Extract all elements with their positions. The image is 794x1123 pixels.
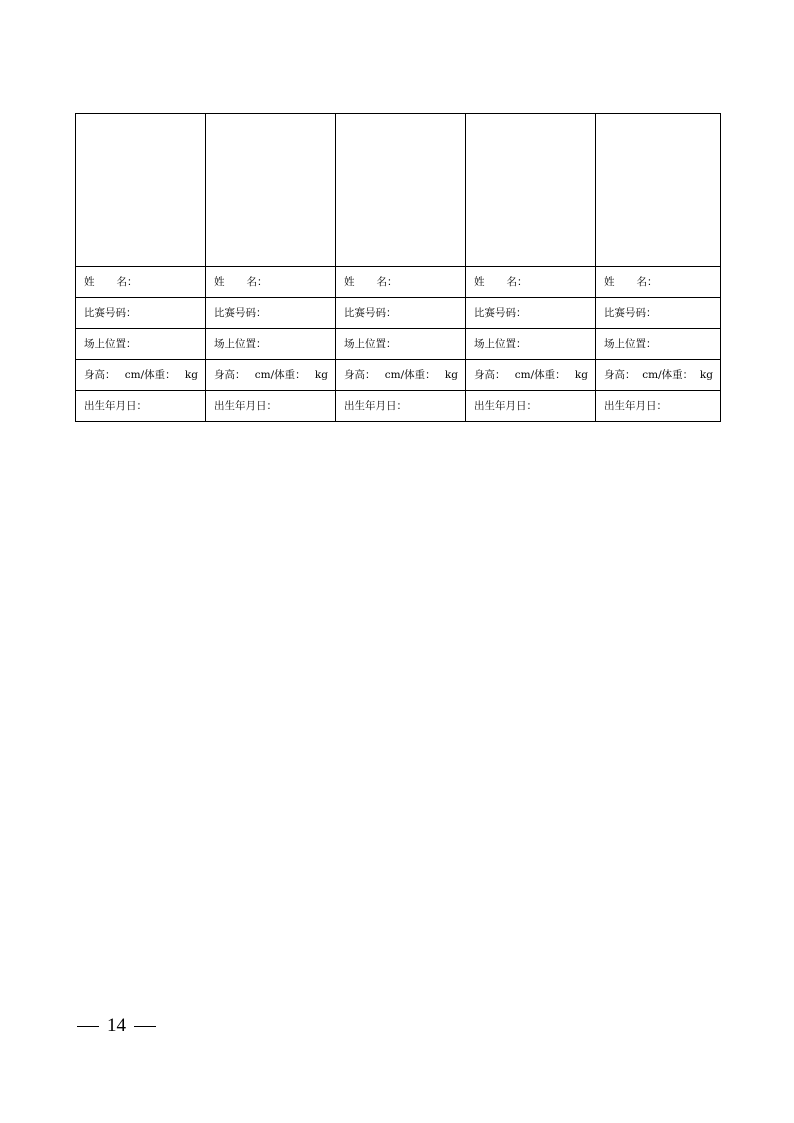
page-number: 14 <box>107 1015 126 1036</box>
weight-unit: kg <box>699 368 713 381</box>
height-weight-cell <box>336 360 466 391</box>
position-label: 场上位置： <box>474 337 527 350</box>
name-cell <box>336 267 466 298</box>
birthdate-cell <box>336 391 466 422</box>
photo-box <box>76 114 206 267</box>
height-unit: cm/体重： <box>124 368 176 381</box>
birthdate-cell <box>596 391 721 422</box>
number-cell <box>76 298 206 329</box>
name-label-first: 姓 <box>344 275 355 288</box>
name-label-second: 名： <box>246 275 268 288</box>
number-label: 比赛号码： <box>604 306 657 319</box>
position-label: 场上位置： <box>344 337 397 350</box>
page-footer <box>77 1015 156 1037</box>
birthdate-cell <box>76 391 206 422</box>
name-cell <box>596 267 721 298</box>
height-weight-cell <box>596 360 721 391</box>
height-label: 身高： <box>84 368 116 381</box>
name-label-first: 姓 <box>214 275 225 288</box>
height-weight-cell <box>466 360 596 391</box>
number-row <box>76 298 721 329</box>
name-label-second: 名： <box>116 275 138 288</box>
position-cell <box>596 329 721 360</box>
photo-box <box>336 114 466 267</box>
name-label-first: 姓 <box>474 275 485 288</box>
height-label: 身高： <box>344 368 376 381</box>
birthdate-label: 出生年月日： <box>474 399 537 412</box>
number-label: 比赛号码： <box>344 306 397 319</box>
height-label: 身高： <box>214 368 246 381</box>
footer-dash-left <box>77 1026 99 1027</box>
photo-box <box>206 114 336 267</box>
player-info-table <box>75 113 721 422</box>
position-cell <box>76 329 206 360</box>
photo-box <box>596 114 721 267</box>
height-unit: cm/体重： <box>254 368 306 381</box>
position-label: 场上位置： <box>604 337 657 350</box>
name-cell <box>206 267 336 298</box>
weight-unit: kg <box>184 368 198 381</box>
name-label-second: 名： <box>506 275 528 288</box>
position-cell <box>466 329 596 360</box>
name-cell <box>466 267 596 298</box>
birthdate-label: 出生年月日： <box>344 399 407 412</box>
name-label-first: 姓 <box>604 275 615 288</box>
number-cell <box>466 298 596 329</box>
birthdate-row <box>76 391 721 422</box>
height-label: 身高： <box>604 368 636 381</box>
height-weight-cell <box>76 360 206 391</box>
number-label: 比赛号码： <box>84 306 137 319</box>
height-unit: cm/体重： <box>642 368 694 381</box>
name-label-first: 姓 <box>84 275 95 288</box>
name-label-second: 名： <box>376 275 398 288</box>
name-label-second: 名： <box>636 275 658 288</box>
footer-dash-right <box>134 1026 156 1027</box>
birthdate-label: 出生年月日： <box>214 399 277 412</box>
height-unit: cm/体重： <box>514 368 566 381</box>
height-unit: cm/体重： <box>384 368 436 381</box>
birthdate-cell <box>206 391 336 422</box>
weight-unit: kg <box>444 368 458 381</box>
birthdate-label: 出生年月日： <box>84 399 147 412</box>
position-cell <box>206 329 336 360</box>
number-cell <box>206 298 336 329</box>
weight-unit: kg <box>574 368 588 381</box>
number-label: 比赛号码： <box>214 306 267 319</box>
position-label: 场上位置： <box>214 337 267 350</box>
height-weight-cell <box>206 360 336 391</box>
number-cell <box>596 298 721 329</box>
position-row <box>76 329 721 360</box>
height-weight-row <box>76 360 721 391</box>
photo-box <box>466 114 596 267</box>
birthdate-label: 出生年月日： <box>604 399 667 412</box>
position-cell <box>336 329 466 360</box>
number-label: 比赛号码： <box>474 306 527 319</box>
photo-row <box>76 114 721 267</box>
name-row <box>76 267 721 298</box>
weight-unit: kg <box>314 368 328 381</box>
birthdate-cell <box>466 391 596 422</box>
height-label: 身高： <box>474 368 506 381</box>
number-cell <box>336 298 466 329</box>
position-label: 场上位置： <box>84 337 137 350</box>
name-cell <box>76 267 206 298</box>
